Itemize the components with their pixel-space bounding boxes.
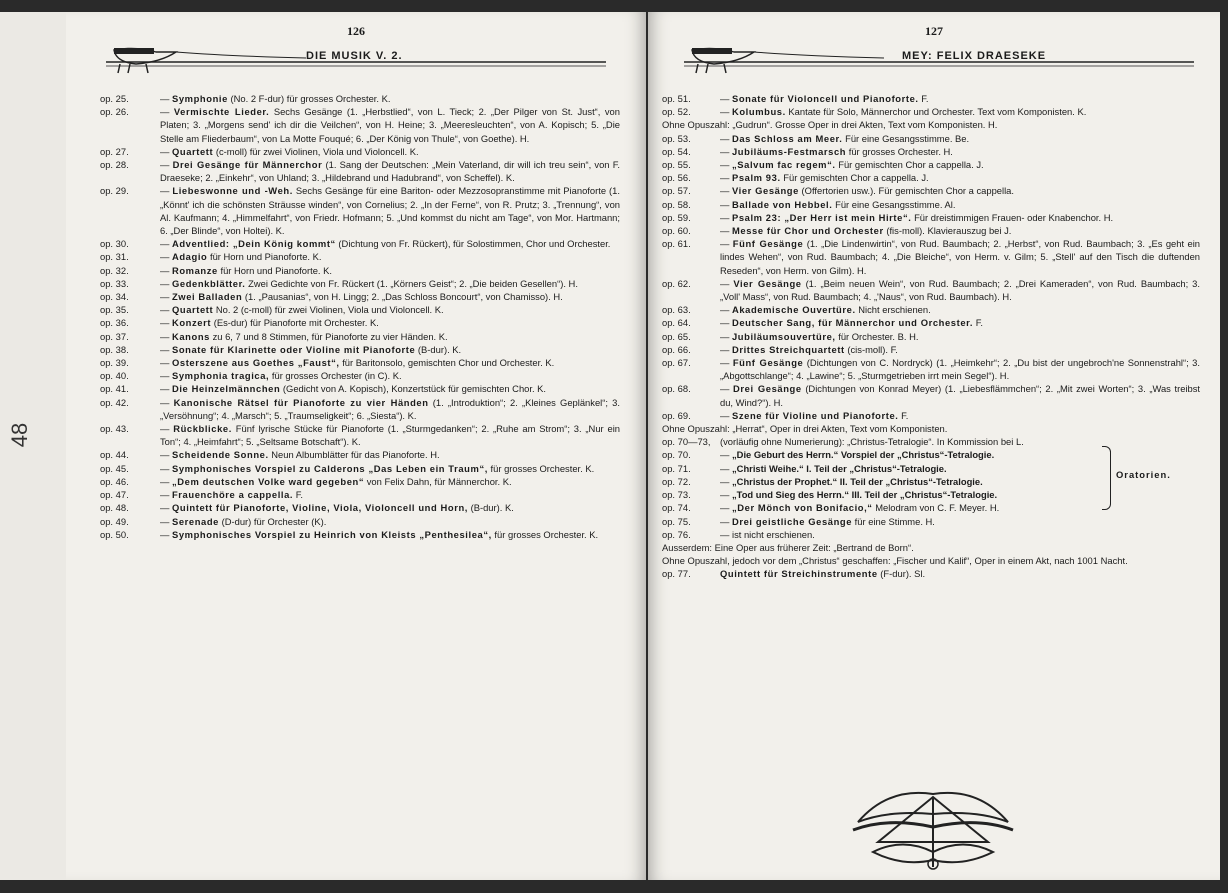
opus-number: op. 39.: [100, 357, 129, 369]
entry-text: — Symphonisches Vorspiel zu Calderons „Das Leben ein Traum“, für grosses Orchester. K.: [160, 462, 595, 474]
work-title: Das Schloss am Meer.: [731, 132, 843, 144]
entry-text: — Kolumbus. Kantate für Solo, Männerchor und Orchester. Text vom Komponisten. K.: [720, 106, 1087, 118]
work-details: (F-dur). Sl.: [877, 568, 926, 580]
entry-text: — Sonate für Klarinette oder Violine mit Pianoforte (B-dur). K.: [160, 343, 462, 355]
work-title: Fünf Gesänge: [732, 357, 804, 369]
entry-text: — Adagio für Horn und Pianoforte. K.: [160, 251, 322, 263]
opus-number: op. 44.: [100, 449, 129, 461]
entry-text: — Adventlied: „Dein König kommt“ (Dichtung von Fr. Rückert), für Solostimmen, Chor und Orchester.: [160, 238, 611, 250]
work-details: (B-dur). K.: [467, 502, 514, 514]
opus-number: op. 76.: [662, 528, 691, 540]
work-title: Drittes Streichquartett: [731, 343, 845, 355]
work-title: Osterszene aus Goethes „Faust“,: [171, 357, 340, 369]
catalog-list-right: [662, 92, 1200, 581]
work-title: Kolumbus.: [731, 106, 786, 118]
opus-number: op. 37.: [100, 330, 129, 342]
catalog-entry: [662, 224, 1200, 237]
work-details: Zwei Gedichte von Fr. Rückert (1. „Körners Geist“; 2. „Die beiden Gesellen“). H.: [245, 277, 578, 289]
opus-number: op. 77.: [662, 568, 691, 580]
entry-text: — Jubiläumsouvertüre, für Orchester. B. H.: [720, 330, 919, 342]
entry-text: [720, 567, 1200, 580]
work-title: „Salvum fac regem“.: [731, 159, 836, 171]
opus-number: op. 45.: [100, 462, 129, 474]
catalog-entry: [100, 528, 620, 541]
work-details: für eine Stimme. H.: [852, 515, 935, 527]
opus-number: op. 62.: [662, 277, 691, 289]
entry-text: — Romanze für Horn und Pianoforte. K.: [160, 264, 332, 276]
entry-text: — Fünf Gesänge (1. „Die Lindenwirtin“, von Rud. Baumbach; 2. „Herbst“, von Rud. Baumbach; 3. „Es geht ein lindes Wehen“, von Rud. Baumbach; 4. „Die Bleiche“, von Herm. v. Gilm; 5. „Stell' auf den Tisch die duftenden Reseden“, von Herm. von Gilm). H.: [720, 238, 1200, 276]
catalog-entry: [662, 184, 1200, 197]
page-number-left: 126: [347, 24, 365, 38]
work-details: für grosses Orchester. K.: [491, 528, 599, 540]
catalog-entry: [100, 316, 620, 329]
entry-text: — Psalm 93. Für gemischten Chor a cappella. J.: [720, 172, 929, 184]
opus-number: op. 61.: [662, 238, 691, 250]
end-ornament: [848, 782, 1018, 877]
entry-text: — Serenade (D-dur) für Orchester (K).: [160, 515, 327, 527]
opus-number: op. 67.: [662, 357, 691, 369]
opus-number: op. 65.: [662, 330, 691, 342]
opus-number: op. 53.: [662, 132, 691, 144]
entry-text: — „Tod und Sieg des Herrn.“ III. Teil der „Christus“-Tetralogie.: [720, 489, 998, 501]
catalog-entry: [662, 132, 1200, 145]
catalog-entry: [100, 462, 620, 475]
entry-text: — Deutscher Sang, für Männerchor und Orchester. F.: [720, 317, 983, 329]
work-details: (Gedicht von A. Kopisch), Konzertstück für gemischten Chor. K.: [280, 383, 547, 395]
catalog-entry: [100, 145, 620, 158]
catalog-entry: [100, 264, 620, 277]
running-head-right: MEY: FELIX DRAESEKE: [902, 50, 1047, 62]
catalog-entry: [100, 250, 620, 263]
entry-text: — Szene für Violine und Pianoforte. F.: [720, 409, 909, 421]
work-details: (1. „Pausanias“, von H. Lingg; 2. „Das Schloss Boncourt“, von Chamisso). H.: [242, 291, 563, 303]
entry-text: — Akademische Ouvertüre. Nicht erschienen.: [720, 304, 931, 316]
entry-text: — Gedenkblätter. Zwei Gedichte von Fr. Rückert (1. „Körners Geist“; 2. „Die beiden Gesellen“). H.: [160, 277, 578, 289]
entry-text: — Symphonia tragica, für grosses Orchester (in C). K.: [160, 370, 402, 382]
opus-number: op. 57.: [662, 185, 691, 197]
work-title: Quintett für Streichinstrumente: [720, 568, 878, 580]
right-page: [648, 12, 1220, 880]
catalog-entry: [662, 501, 1200, 514]
entry-text: — Rückblicke. Fünf lyrische Stücke für Pianoforte (1. „Sturmgedanken“; 2. „Ruhe am Strom“; 3. „Nur ein Ton“; 4. „Heimfahrt“; 5. „Seltsame Botschaft“). K.: [160, 423, 620, 448]
catalog-entry: [100, 277, 620, 290]
catalog-entry: [100, 448, 620, 461]
entry-text: — Konzert (Es-dur) für Pianoforte mit Orchester. K.: [160, 317, 379, 329]
work-title: „Dem deutschen Volke ward gegeben“: [171, 475, 365, 487]
entry-text: — „Dem deutschen Volke ward gegeben“ von Felix Dahn, für Männerchor. K.: [160, 475, 512, 487]
opus-number: op. 25.: [100, 93, 129, 104]
opus-number: op. 64.: [662, 317, 691, 329]
opus-number: op. 35.: [100, 304, 129, 316]
work-title: Quartett: [171, 304, 214, 316]
entry-text: — Sonate für Violoncell und Pianoforte. F.: [720, 93, 929, 104]
catalog-entry: [662, 145, 1200, 158]
catalog-entry: [662, 356, 1200, 382]
catalog-entry: [662, 198, 1200, 211]
oratorium-entry: [662, 488, 1200, 501]
work-title: „Christi Weihe.“ I. Teil der „Christus“-Tetralogie.: [731, 462, 947, 474]
catalog-note: Ohne Opuszahl: „Herrat“, Oper in drei Akten, Text vom Komponisten.: [662, 423, 948, 435]
work-details: Kantate für Solo, Männerchor und Orchester. Text vom Komponisten. K.: [785, 106, 1087, 118]
work-details: Neun Albumblätter für das Pianoforte. H.: [268, 449, 440, 461]
opus-number: op. 68.: [662, 383, 691, 395]
catalog-entry: [662, 435, 1200, 448]
work-details: für grosses Orchester. H.: [846, 145, 953, 157]
work-details: (1. Sang der Deutschen: „Mein Vaterland, dir will ich treu sein“, von F. Draeseke; 2. „Einkehr“, von Uhland; 3. „Hildebrand und Hadubrand“, von Scheffel). K.: [160, 159, 621, 184]
opus-number: op. 63.: [662, 304, 691, 316]
catalog-entry: [662, 92, 1200, 105]
opus-number: op. 69.: [662, 409, 691, 421]
entry-text: — Quintett für Pianoforte, Violine, Viola, Violoncell und Horn, (B-dur). K.: [160, 502, 514, 514]
catalog-entry: [100, 303, 620, 316]
work-title: Symphonie: [171, 93, 228, 104]
entry-text: — Symphonie (No. 2 F-dur) für grosses Orchester. K.: [160, 93, 391, 104]
work-details: für grosses Orchester (in C). K.: [269, 370, 402, 382]
entry-text: — Psalm 23: „Der Herr ist mein Hirte“. Für dreistimmigen Frauen- oder Knabenchor. H.: [720, 211, 1114, 223]
work-details: Für eine Gesangsstimme. Be.: [842, 132, 970, 144]
catalog-entry: [662, 211, 1200, 224]
catalog-entry: [100, 396, 620, 422]
catalog-entry: [100, 515, 620, 528]
catalog-note: Ohne Opuszahl, jedoch vor dem „Christus“ geschaffen: „Fischer und Kalif“, Oper in einem Akt, nach 1001 Nacht.: [662, 555, 1128, 567]
page-number-right: 127: [925, 24, 943, 38]
catalog-entry: [662, 303, 1200, 316]
work-details: F.: [918, 93, 929, 104]
catalog-entry: [100, 422, 620, 448]
running-head-left: DIE MUSIK V. 2.: [306, 50, 403, 62]
opus-number: op. 29.: [100, 185, 129, 197]
catalog-entry: [100, 343, 620, 356]
opus-number: op. 34.: [100, 291, 129, 303]
work-details: (B-dur). K.: [415, 343, 462, 355]
entry-text: — „Christus der Prophet.“ II. Teil der „Christus“-Tetralogie.: [720, 475, 983, 487]
header-ornament-right: [684, 42, 1194, 74]
entry-text: — Osterszene aus Goethes „Faust“, für Baritonsolo, gemischten Chor und Orchester. K.: [160, 357, 555, 369]
catalog-entry: [100, 356, 620, 369]
work-title: „Tod und Sieg des Herrn.“ III. Teil der „Christus“-Tetralogie.: [731, 489, 998, 501]
work-details: Für gemischten Chor a cappella. J.: [780, 172, 929, 184]
work-title: „Die Geburt des Herrn.“ Vorspiel der „Christus“-Tetralogie.: [731, 449, 995, 461]
work-details: Fünf lyrische Stücke für Pianoforte (1. „Sturmgedanken“; 2. „Ruhe am Strom“; 3. „Nur ein Ton“; 4. „Heimfahrt“; 5. „Seltsame Botschaft“). K.: [160, 423, 620, 448]
entry-text: — Die Heinzelmännchen (Gedicht von A. Kopisch), Konzertstück für gemischten Chor. K.: [160, 383, 547, 395]
work-details: Für gemischten Chor a cappella. J.: [835, 159, 984, 171]
work-details: Sechs Gesänge (1. „Herbstlied“, von L. Tieck; 2. „Der Pilger von St. Just“, von Platen; 3. „Morgens send' ich dir die Veilchen“, von H. Heine; 3. „Meeresleuchten“, von A. Kopisch; 5. „Die Stelle am Fliederbaum“, von La Motte Fouqué; 6. „Der König von Thule“, von Goethe). H.: [160, 106, 620, 144]
work-title: Scheidende Sonne.: [171, 449, 269, 461]
work-details: Für eine Gesangsstimme. Al.: [832, 198, 956, 210]
oratorien-group: [662, 448, 1200, 501]
catalog-entry: [100, 501, 620, 514]
work-title: Sonate für Violoncell und Pianoforte.: [731, 93, 919, 104]
opus-number: op. 36.: [100, 317, 129, 329]
work-details: (Es-dur) für Pianoforte mit Orchester. K.: [211, 317, 379, 329]
catalog-entry: [662, 567, 1200, 580]
work-details: zu 6, 7 und 8 Stimmen, für Pianoforte zu vier Händen. K.: [209, 330, 448, 342]
opus-number: op. 46.: [100, 475, 129, 487]
handwritten-margin-note: 48: [7, 422, 33, 448]
work-details: für Baritonsolo, gemischten Chor und Orchester. K.: [339, 357, 555, 369]
entry-text: — Drei Gesänge (Dichtungen von Konrad Meyer) (1. „Liebesflämmchen“; 2. „Mit zwei Worten“; 3. „Was treibst du, Wind?“). H.: [720, 383, 1201, 408]
work-title: Symphonisches Vorspiel zu Heinrich von Kleists „Penthesilea“,: [171, 528, 492, 540]
left-page: [66, 12, 646, 880]
entry-text: — Das Schloss am Meer. Für eine Gesangsstimme. Be.: [720, 132, 970, 144]
work-details: (1. „Die Lindenwirtin“, von Rud. Baumbach; 2. „Herbst“, von Rud. Baumbach; 3. „Es geht ein lindes Wehen“, von Rud. Baumbach; 4. „Die Bleiche“, von Herm. v. Gilm; 5. „Stell' auf den Tisch die duftenden Reseden“, von Herm. von Gilm). H.: [720, 238, 1200, 276]
opus-number: op. 40.: [100, 370, 129, 382]
work-title: Deutscher Sang, für Männerchor und Orchester.: [731, 317, 974, 329]
work-details: für grosses Orchester. K.: [487, 462, 595, 474]
work-details: Nicht erschienen.: [855, 304, 931, 316]
entry-text: — Drei Gesänge für Männerchor (1. Sang der Deutschen: „Mein Vaterland, dir will ich treu sein“, von F. Draeseke; 2. „Einkehr“, von Uhland; 3. „Hildebrand und Hadubrand“, von Scheffel). K.: [160, 159, 621, 184]
catalog-entry: [662, 409, 1200, 422]
catalog-entry: [662, 277, 1200, 303]
work-details: (c-moll) für zwei Violinen, Viola und Violoncell. K.: [213, 145, 419, 157]
work-details: (cis-moll). F.: [844, 343, 898, 355]
opus-number: op. 28.: [100, 159, 129, 171]
catalog-entry: [100, 237, 620, 250]
brace-mark: [1102, 446, 1111, 510]
opus-number: op. 32.: [100, 264, 129, 276]
opus-number: op. 31.: [100, 251, 129, 263]
opus-number: op. 54.: [662, 145, 691, 157]
catalog-entry: [100, 330, 620, 343]
work-title: Kanonische Rätsel für Pianoforte zu vier Händen: [173, 396, 429, 408]
opus-number: op. 50.: [100, 528, 129, 540]
scan-margin: [0, 12, 66, 880]
entry-text: — Zwei Balladen (1. „Pausanias“, von H. Lingg; 2. „Das Schloss Boncourt“, von Chamisso). H.: [160, 291, 563, 303]
oratorium-entry: [662, 448, 1200, 461]
opus-number: op. 75.: [662, 515, 691, 527]
work-title: Serenade: [171, 515, 219, 527]
work-details: (Dichtungen von C. Nordryck) (1. „Heimkehr“; 2. „Du bist der ungebroch'ne Sonnenstrahl“; 3. „Abgottschlange“; 4. „Lawine“; 5. „Sturmgetrieben irrt mein Segel“). H.: [720, 357, 1200, 382]
work-details: F.: [973, 317, 983, 329]
work-details: von Felix Dahn, für Männerchor. K.: [364, 475, 512, 487]
catalog-entry: [100, 382, 620, 395]
work-title: „Der Mönch von Bonifacio,“: [731, 502, 873, 514]
entry-text: — „Christi Weihe.“ I. Teil der „Christus“-Tetralogie.: [720, 462, 947, 474]
opus-number: op. 70.: [662, 449, 691, 461]
work-title: Fünf Gesänge: [732, 238, 804, 250]
work-details: Sechs Gesänge für eine Bariton- oder Mezzosopranstimme mit Pianoforte (1. „Könnt' ich die schönsten Sträusse winden“, von Cornelius; 2. „In der Ferne“, von R. Prutz; 3. „Trennung“, von Al. Kaufmann; 4. „Himmelfahrt“, von Friedr. Hofmann; 5. „Und kommst du nicht am Tage“, von Mor. Hartmann; 6. „Der Blinde“, von Holtei). K.: [160, 185, 620, 237]
work-title: Quintett für Pianoforte, Violine, Viola, Violoncell und Horn,: [171, 502, 468, 514]
catalog-entry: [662, 515, 1200, 528]
entry-text: — Scheidende Sonne. Neun Albumblätter für das Pianoforte. H.: [160, 449, 440, 461]
opus-number: op. 52.: [662, 106, 691, 118]
entry-text: — Vier Gesänge (Offertorien usw.). Für gemischten Chor a cappella.: [720, 185, 1014, 197]
entry-text: — Vier Gesänge (1. „Beim neuen Wein“, von Rud. Baumbach; 2. „Drei Kameraden“, von Rud. Baumbach; 3. „Voll' Mass“, von Rud. Baumbach; 4. „'Naus“, von Rud. Baumbach). H.: [720, 277, 1201, 303]
work-details: F.: [898, 409, 909, 421]
opus-number: op. 49.: [100, 515, 129, 527]
work-title: Vermischte Lieder.: [173, 106, 270, 118]
catalog-entry: [100, 369, 620, 382]
work-title: Gedenkblätter.: [171, 277, 246, 289]
opus-number: op. 72.: [662, 475, 691, 487]
work-title: Quartett: [171, 145, 214, 157]
work-details: (Dichtung von Fr. Rückert), für Solostimmen, Chor und Orchester.: [335, 238, 611, 250]
entry-text: — Quartett (c-moll) für zwei Violinen, Viola und Violoncell. K.: [160, 145, 419, 157]
work-details: (D-dur) für Orchester (K).: [219, 515, 327, 527]
entry-text: — Jubiläums-Festmarsch für grosses Orchester. H.: [720, 145, 953, 157]
work-details: (1. „Beim neuen Wein“, von Rud. Baumbach; 2. „Drei Kameraden“, von Rud. Baumbach; 3. „Voll' Mass“, von Rud. Baumbach; 4. „'Naus“, von Rud. Baumbach). H.: [720, 277, 1201, 303]
catalog-entry: [662, 316, 1200, 329]
work-details: (No. 2 F-dur) für grosses Orchester. K.: [227, 93, 391, 104]
catalog-entry: [100, 105, 620, 145]
work-details: (fis-moll). Klavierauszug bei J.: [883, 225, 1012, 237]
work-title: Psalm 23: „Der Herr ist mein Hirte“.: [731, 211, 912, 223]
work-title: Konzert: [171, 317, 212, 329]
work-details: (Offertorien usw.). Für gemischten Chor a cappella.: [798, 185, 1014, 197]
entry-text: — Drittes Streichquartett (cis-moll). F.: [720, 343, 898, 355]
entry-text: (vorläufig ohne Numerierung): „Christus-Tetralogie“. In Kommission bei L.: [720, 436, 1024, 448]
catalog-entry: [662, 171, 1200, 184]
work-title: Liebeswonne und -Weh.: [172, 185, 293, 197]
entry-text: — Kanons zu 6, 7 und 8 Stimmen, für Pianoforte zu vier Händen. K.: [160, 330, 448, 342]
work-title: Rückblicke.: [173, 423, 232, 435]
work-title: Frauenchöre a cappella.: [171, 489, 294, 501]
work-title: Vier Gesänge: [731, 185, 799, 197]
entry-text: — Ballade von Hebbel. Für eine Gesangsstimme. Al.: [720, 198, 956, 210]
header-ornament-left: [106, 42, 606, 74]
work-title: Jubiläumsouvertüre,: [731, 330, 836, 342]
work-details: F.: [293, 489, 304, 501]
catalog-entry: [100, 290, 620, 303]
oratorien-label: Oratorien.: [1116, 469, 1171, 481]
work-title: Die Heinzelmännchen: [171, 383, 281, 395]
work-title: Kanons: [171, 330, 210, 342]
entry-text: — Kanonische Rätsel für Pianoforte zu vier Händen (1. „Introduktion“; 2. „Kleines Geplänkel“; 3. „Versöhnung“; 4. „Marsch“; 5. „Traumseligkeit“; 6. „Siesta“). K.: [160, 396, 620, 421]
opus-number: op. 59.: [662, 211, 691, 223]
opus-number: op. 73.: [662, 489, 691, 501]
work-details: ist nicht erschienen.: [731, 528, 815, 540]
entry-text: — „Die Geburt des Herrn.“ Vorspiel der „Christus“-Tetralogie.: [720, 449, 995, 461]
work-title: Jubiläums-Festmarsch: [731, 145, 847, 157]
catalog-entry: [100, 488, 620, 501]
work-title: Psalm 93.: [731, 172, 781, 184]
entry-text: — Messe für Chor und Orchester (fis-moll). Klavierauszug bei J.: [720, 225, 1012, 237]
entry-text: — Liebeswonne und -Weh. Sechs Gesänge für eine Bariton- oder Mezzosopranstimme mit Pianoforte (1. „Könnt' ich die schönsten Sträusse winden“, von Cornelius; 2. „In der Ferne“, von R. Prutz; 3. „Trennung“, von Al. Kaufmann; 4. „Himmelfahrt“, von Friedr. Hofmann; 5. „Und kommst du nicht am Tage“, von Mor. Hartmann; 6. „Der Blinde“, von Holtei). K.: [160, 185, 620, 237]
work-title: Symphonisches Vorspiel zu Calderons „Das Leben ein Traum“,: [171, 462, 488, 474]
catalog-entry: [100, 92, 620, 105]
opus-number: op. 41.: [100, 383, 129, 395]
catalog-entry: [100, 158, 620, 184]
opus-number: op. 47.: [100, 489, 129, 501]
opus-number: op. 33.: [100, 277, 129, 289]
work-title: Szene für Violine und Pianoforte.: [731, 409, 899, 421]
work-title: Ballade von Hebbel.: [731, 198, 833, 210]
entry-text: — Drei geistliche Gesänge für eine Stimme. H.: [720, 515, 935, 527]
catalog-entry: [662, 330, 1200, 343]
opus-number: op. 56.: [662, 172, 691, 184]
entry-text: — „Der Mönch von Bonifacio,“ Melodram von C. F. Meyer. H.: [720, 502, 1000, 514]
opus-number: op. 55.: [662, 159, 691, 171]
work-title: Symphonia tragica,: [171, 370, 270, 382]
entry-text: — Fünf Gesänge (Dichtungen von C. Nordryck) (1. „Heimkehr“; 2. „Du bist der ungebroch'ne Sonnenstrahl“; 3. „Abgottschlange“; 4. „Lawine“; 5. „Sturmgetrieben irrt mein Segel“). H.: [720, 357, 1200, 382]
opus-number: op. 30.: [100, 238, 129, 250]
work-title: Adventlied: „Dein König kommt“: [171, 238, 336, 250]
work-details: Für dreistimmigen Frauen- oder Knabenchor. H.: [911, 211, 1114, 223]
opus-number: op. 38.: [100, 343, 129, 355]
opus-number: op. 43.: [100, 423, 129, 435]
entry-text: — „Salvum fac regem“. Für gemischten Chor a cappella. J.: [720, 159, 984, 171]
opus-number: op. 70—73,: [662, 436, 711, 448]
work-details: (1. „Introduktion“; 2. „Kleines Geplänkel“; 3. „Versöhnung“; 4. „Marsch“; 5. „Traumseligkeit“; 6. „Siesta“). K.: [160, 396, 620, 421]
entry-text: — Frauenchöre a cappella. F.: [160, 489, 304, 501]
opus-number: op. 48.: [100, 502, 129, 514]
work-title: Romanze: [171, 264, 218, 276]
work-title: Drei geistliche Gesänge: [731, 515, 853, 527]
opus-number: op. 58.: [662, 198, 691, 210]
entry-text: — Quartett No. 2 (c-moll) für zwei Violinen, Viola und Violoncell. K.: [160, 304, 444, 316]
work-details: (Dichtungen von Konrad Meyer) (1. „Liebesflämmchen“; 2. „Mit zwei Worten“; 3. „Was treibst du, Wind?“). H.: [720, 383, 1201, 408]
opus-number: op. 66.: [662, 343, 691, 355]
work-title: Drei Gesänge: [733, 383, 802, 395]
work-title: „Christus der Prophet.“ II. Teil der „Christus“-Tetralogie.: [731, 475, 983, 487]
entry-text: — ist nicht erschienen.: [720, 528, 815, 540]
catalog-entry: [662, 105, 1200, 118]
catalog-entry: [662, 237, 1200, 277]
catalog-entry: [662, 382, 1200, 408]
catalog-entry: [100, 184, 620, 237]
catalog-entry: [662, 528, 1200, 541]
opus-number: op. 42.: [100, 396, 129, 408]
catalog-entry: [100, 475, 620, 488]
opus-number: op. 26.: [100, 106, 129, 118]
work-details: No. 2 (c-moll) für zwei Violinen, Viola und Violoncell. K.: [213, 304, 444, 316]
work-title: Adagio: [171, 251, 208, 263]
work-details: für Horn und Pianoforte. K.: [217, 264, 332, 276]
entry-text: — Vermischte Lieder. Sechs Gesänge (1. „Herbstlied“, von L. Tieck; 2. „Der Pilger von St. Just“, von Platen; 3. „Morgens send' ich dir die Veilchen“, von H. Heine; 3. „Meeresleuchten“, von A. Kopisch; 5. „Die Stelle am Fliederbaum“, von La Motte Fouqué; 6. „Der König von Thule“, von Goethe). H.: [160, 106, 620, 144]
work-title: Drei Gesänge für Männerchor: [172, 159, 323, 171]
work-title: Akademische Ouvertüre.: [731, 304, 856, 316]
opus-number: op. 74.: [662, 502, 691, 514]
catalog-note: Ohne Opuszahl: „Gudrun“. Grosse Oper in drei Akten, Text vom Komponisten. H.: [662, 119, 998, 131]
work-title: Sonate für Klarinette oder Violine mit Pianoforte: [171, 343, 416, 355]
opus-number: op. 51.: [662, 93, 691, 104]
work-details: Melodram von C. F. Meyer. H.: [872, 502, 1000, 514]
catalog-note: Ausserdem: Eine Oper aus früherer Zeit: „Bertrand de Born“.: [662, 541, 914, 553]
work-details: für Horn und Pianoforte. K.: [207, 251, 322, 263]
entry-text: — Symphonisches Vorspiel zu Heinrich von Kleists „Penthesilea“, für grosses Orchester. K.: [160, 528, 599, 540]
work-title: Vier Gesänge: [733, 277, 802, 289]
catalog-list-left: [100, 92, 620, 541]
catalog-entry: [662, 158, 1200, 171]
catalog-entry: [662, 343, 1200, 356]
opus-number: op. 60.: [662, 225, 691, 237]
work-title: Zwei Balladen: [171, 291, 243, 303]
work-details: für Orchester. B. H.: [835, 330, 919, 342]
opus-number: op. 71.: [662, 462, 691, 474]
opus-number: op. 27.: [100, 145, 129, 157]
work-title: Messe für Chor und Orchester: [731, 225, 884, 237]
